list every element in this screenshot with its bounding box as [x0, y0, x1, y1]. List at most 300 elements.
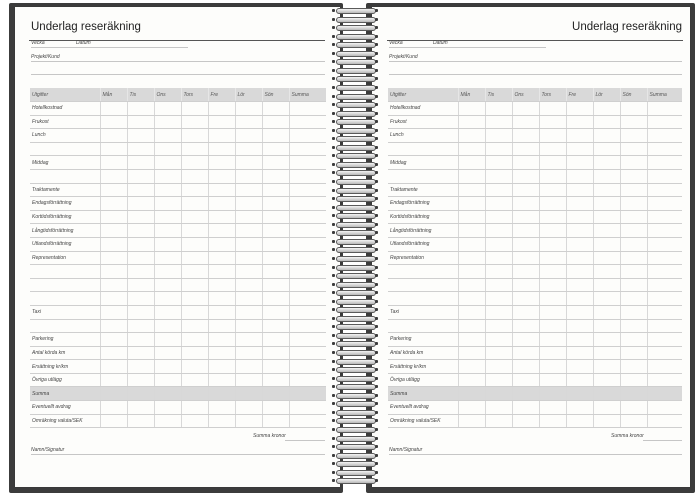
table-cell: [485, 197, 512, 211]
col-header: Tors: [181, 88, 208, 102]
table-cell: [154, 169, 181, 183]
table-cell: [458, 414, 485, 428]
col-header: Tis: [127, 88, 154, 102]
table-cell: [262, 319, 289, 333]
table-cell: [127, 102, 154, 116]
table-row: [30, 197, 326, 211]
table-cell: [235, 346, 262, 360]
spiral-coil: [334, 230, 378, 236]
table-row: [30, 210, 326, 224]
table-cell: [127, 292, 154, 306]
table-cell: [512, 319, 539, 333]
spiral-coil: [334, 341, 378, 347]
table-cell: [208, 169, 235, 183]
table-cell: [458, 305, 485, 319]
table-cell: [100, 346, 127, 360]
page-title: Underlag reseräkning: [31, 21, 141, 33]
spiral-coil: [334, 401, 378, 407]
table-cell: [512, 251, 539, 265]
table-cell: [208, 414, 235, 428]
row-label: [388, 265, 458, 279]
table-row: [30, 169, 326, 183]
table-cell: [647, 414, 682, 428]
table-row: [30, 251, 326, 265]
table-cell: [235, 333, 262, 347]
table-cell: [100, 292, 127, 306]
table-cell: [154, 319, 181, 333]
table-cell: [154, 360, 181, 374]
table-cell: [566, 210, 593, 224]
table-cell: [154, 278, 181, 292]
table-cell: [539, 210, 566, 224]
table-cell: [539, 142, 566, 156]
row-label: [388, 278, 458, 292]
table-cell: [262, 224, 289, 238]
spiral-coil: [334, 436, 378, 442]
spiral-coil: [334, 196, 378, 202]
col-header: Mån: [100, 88, 127, 102]
table-cell: [620, 156, 647, 170]
table-cell: [181, 156, 208, 170]
table-cell: [289, 224, 326, 238]
table-cell: [154, 292, 181, 306]
col-header: Tis: [485, 88, 512, 102]
row-label: Frukost: [30, 115, 100, 129]
table-cell: [539, 169, 566, 183]
table-cell: [181, 265, 208, 279]
table-cell: [181, 414, 208, 428]
table-cell: [235, 237, 262, 251]
table-cell: [593, 115, 620, 129]
table-cell: [235, 387, 262, 401]
table-cell: [181, 237, 208, 251]
table-cell: [127, 387, 154, 401]
table-cell: [154, 305, 181, 319]
table-cell: [485, 292, 512, 306]
row-label: [30, 278, 100, 292]
table-cell: [154, 142, 181, 156]
table-cell: [566, 414, 593, 428]
col-header: Lör: [235, 88, 262, 102]
table-cell: [647, 401, 682, 415]
table-cell: [593, 197, 620, 211]
table-cell: [647, 346, 682, 360]
table-cell: [647, 115, 682, 129]
table-cell: [458, 333, 485, 347]
spiral-coil: [334, 136, 378, 142]
table-cell: [620, 210, 647, 224]
table-cell: [593, 142, 620, 156]
table-row: [388, 265, 682, 279]
table-cell: [235, 183, 262, 197]
table-cell: [208, 210, 235, 224]
table-cell: [539, 224, 566, 238]
table-cell: [620, 373, 647, 387]
table-cell: [289, 401, 326, 415]
table-row: [388, 414, 682, 428]
table-cell: [647, 183, 682, 197]
table-cell: [593, 278, 620, 292]
row-label: [388, 319, 458, 333]
row-label: Parkering: [30, 333, 100, 347]
spiral-coil: [334, 376, 378, 382]
row-label: Summa: [30, 387, 100, 401]
table-cell: [181, 224, 208, 238]
table-cell: [512, 183, 539, 197]
blank-line: [389, 74, 682, 75]
table-cell: [100, 278, 127, 292]
table-cell: [566, 237, 593, 251]
table-cell: [154, 224, 181, 238]
table-cell: [566, 156, 593, 170]
table-cell: [566, 387, 593, 401]
table-cell: [100, 115, 127, 129]
table-cell: [512, 414, 539, 428]
table-cell: [566, 115, 593, 129]
table-cell: [289, 142, 326, 156]
table-cell: [235, 360, 262, 374]
table-row: [388, 305, 682, 319]
row-label: Omräkning valuta/SEK: [388, 414, 458, 428]
table-cell: [485, 169, 512, 183]
table-cell: [512, 237, 539, 251]
spiral-coil: [334, 461, 378, 467]
table-cell: [262, 197, 289, 211]
table-row: [30, 401, 326, 415]
table-cell: [593, 414, 620, 428]
table-cell: [647, 102, 682, 116]
table-cell: [100, 333, 127, 347]
table-cell: [262, 156, 289, 170]
spiral-binding: [334, 8, 378, 488]
table-cell: [289, 210, 326, 224]
table-row: [388, 156, 682, 170]
table-cell: [593, 224, 620, 238]
spiral-coil: [334, 111, 378, 117]
table-cell: [593, 387, 620, 401]
spiral-coil: [334, 51, 378, 57]
table-cell: [593, 292, 620, 306]
table-cell: [458, 292, 485, 306]
table-cell: [512, 115, 539, 129]
table-cell: [458, 387, 485, 401]
table-cell: [181, 183, 208, 197]
table-cell: [154, 373, 181, 387]
table-cell: [593, 305, 620, 319]
spiral-coil: [334, 393, 378, 399]
table-cell: [262, 169, 289, 183]
table-cell: [458, 251, 485, 265]
summa-kronor-label: Summa kronor: [253, 433, 286, 439]
table-cell: [539, 401, 566, 415]
table-cell: [512, 129, 539, 143]
table-cell: [154, 115, 181, 129]
row-label: Hotellkostnad: [388, 102, 458, 116]
table-cell: [593, 156, 620, 170]
table-cell: [647, 333, 682, 347]
table-cell: [566, 278, 593, 292]
table-cell: [235, 169, 262, 183]
table-row: [388, 387, 682, 401]
table-cell: [512, 224, 539, 238]
row-label: [388, 292, 458, 306]
table-cell: [289, 333, 326, 347]
col-header: Sön: [620, 88, 647, 102]
table-cell: [100, 210, 127, 224]
table-cell: [566, 305, 593, 319]
table-row: [30, 278, 326, 292]
table-cell: [647, 169, 682, 183]
row-label: Endagsförrättning: [30, 197, 100, 211]
table-cell: [620, 292, 647, 306]
table-cell: [539, 237, 566, 251]
table-cell: [262, 183, 289, 197]
table-cell: [127, 373, 154, 387]
spiral-coil: [334, 299, 378, 305]
spiral-coil: [334, 128, 378, 134]
table-cell: [181, 346, 208, 360]
table-cell: [127, 129, 154, 143]
spiral-coil: [334, 205, 378, 211]
table-cell: [154, 129, 181, 143]
table-cell: [512, 197, 539, 211]
table-cell: [512, 292, 539, 306]
table-cell: [208, 387, 235, 401]
table-cell: [289, 115, 326, 129]
table-cell: [512, 305, 539, 319]
table-cell: [620, 237, 647, 251]
table-cell: [262, 292, 289, 306]
table-cell: [154, 237, 181, 251]
table-cell: [458, 224, 485, 238]
table-cell: [127, 183, 154, 197]
row-label: Summa: [388, 387, 458, 401]
spiral-coil: [334, 273, 378, 279]
table-cell: [593, 169, 620, 183]
table-cell: [566, 142, 593, 156]
table-row: [388, 115, 682, 129]
table-cell: [620, 142, 647, 156]
spiral-coil: [334, 162, 378, 168]
table-cell: [154, 183, 181, 197]
row-label: Långtidsförrättning: [30, 224, 100, 238]
spiral-coil: [334, 17, 378, 23]
table-cell: [647, 251, 682, 265]
table-cell: [485, 333, 512, 347]
table-cell: [208, 129, 235, 143]
row-label: Representation: [388, 251, 458, 265]
table-cell: [620, 183, 647, 197]
blank-line: [31, 74, 325, 75]
table-cell: [154, 251, 181, 265]
table-cell: [485, 319, 512, 333]
expense-table: [30, 88, 326, 428]
table-cell: [539, 156, 566, 170]
table-cell: [181, 169, 208, 183]
col-header: Sön: [262, 88, 289, 102]
table-cell: [289, 156, 326, 170]
spiral-coil: [334, 25, 378, 31]
spiral-coil: [334, 34, 378, 40]
table-cell: [262, 305, 289, 319]
col-header: Tors: [539, 88, 566, 102]
table-cell: [235, 414, 262, 428]
table-cell: [566, 183, 593, 197]
row-label: Taxi: [388, 305, 458, 319]
table-cell: [593, 373, 620, 387]
table-cell: [100, 387, 127, 401]
table-cell: [458, 156, 485, 170]
projekt-label: Projekt/Kund: [389, 54, 418, 60]
table-cell: [566, 346, 593, 360]
table-cell: [100, 401, 127, 415]
table-cell: [566, 401, 593, 415]
table-cell: [620, 346, 647, 360]
projekt-line: [31, 61, 325, 62]
table-cell: [593, 360, 620, 374]
table-cell: [289, 129, 326, 143]
table-cell: [235, 129, 262, 143]
row-label: Taxi: [30, 305, 100, 319]
table-row: [388, 278, 682, 292]
table-cell: [208, 183, 235, 197]
table-cell: [485, 142, 512, 156]
row-label: Antal körda km: [30, 346, 100, 360]
table-cell: [127, 169, 154, 183]
table-cell: [235, 115, 262, 129]
table-cell: [485, 156, 512, 170]
table-cell: [539, 292, 566, 306]
table-cell: [458, 401, 485, 415]
table-cell: [208, 333, 235, 347]
table-row: [30, 115, 326, 129]
table-cell: [100, 129, 127, 143]
table-cell: [620, 197, 647, 211]
spiral-coil: [334, 239, 378, 245]
table-cell: [235, 142, 262, 156]
projekt-line: [389, 61, 682, 62]
table-row: [388, 251, 682, 265]
table-cell: [566, 333, 593, 347]
table-cell: [181, 278, 208, 292]
table-cell: [208, 346, 235, 360]
row-label: Korttidsförrättning: [30, 210, 100, 224]
table-cell: [100, 265, 127, 279]
table-cell: [181, 373, 208, 387]
table-cell: [539, 373, 566, 387]
table-cell: [154, 401, 181, 415]
spiral-coil: [334, 247, 378, 253]
table-cell: [208, 197, 235, 211]
summa-kronor-line: [643, 440, 682, 441]
table-row: [30, 360, 326, 374]
spiral-coil: [334, 410, 378, 416]
datum-label: Datum: [76, 40, 91, 46]
table-cell: [620, 414, 647, 428]
table-cell: [647, 319, 682, 333]
table-cell: [458, 142, 485, 156]
table-cell: [458, 237, 485, 251]
table-cell: [539, 265, 566, 279]
table-cell: [512, 401, 539, 415]
table-cell: [154, 210, 181, 224]
table-cell: [539, 319, 566, 333]
table-cell: [289, 387, 326, 401]
table-cell: [127, 251, 154, 265]
page-title: Underlag reseräkning: [572, 21, 682, 33]
col-header: Ons: [512, 88, 539, 102]
table-cell: [458, 102, 485, 116]
table-row: [388, 346, 682, 360]
table-cell: [262, 414, 289, 428]
table-cell: [647, 360, 682, 374]
table-cell: [289, 237, 326, 251]
table-cell: [566, 197, 593, 211]
row-label: Ersättning kr/km: [388, 360, 458, 374]
table-row: [30, 237, 326, 251]
table-cell: [512, 387, 539, 401]
table-row: [30, 333, 326, 347]
vecka-line: [389, 47, 546, 48]
table-cell: [539, 346, 566, 360]
table-cell: [647, 387, 682, 401]
row-label: Antal körda km: [388, 346, 458, 360]
table-cell: [127, 210, 154, 224]
table-cell: [100, 169, 127, 183]
spiral-coil: [334, 316, 378, 322]
table-cell: [485, 278, 512, 292]
row-label: Parkering: [388, 333, 458, 347]
table-cell: [647, 224, 682, 238]
table-row: [388, 333, 682, 347]
table-cell: [181, 387, 208, 401]
table-cell: [127, 115, 154, 129]
table-cell: [647, 292, 682, 306]
right-page: [372, 7, 690, 487]
spiral-coil: [334, 8, 378, 14]
row-label: Middag: [30, 156, 100, 170]
table-cell: [181, 305, 208, 319]
spiral-coil: [334, 213, 378, 219]
row-label: [30, 265, 100, 279]
table-cell: [289, 414, 326, 428]
table-cell: [100, 197, 127, 211]
col-header: Mån: [458, 88, 485, 102]
table-cell: [512, 373, 539, 387]
table-cell: [289, 265, 326, 279]
spiral-coil: [334, 350, 378, 356]
table-cell: [181, 360, 208, 374]
spiral-coil: [334, 102, 378, 108]
table-cell: [235, 373, 262, 387]
table-cell: [620, 319, 647, 333]
table-cell: [593, 401, 620, 415]
table-cell: [127, 305, 154, 319]
table-cell: [289, 102, 326, 116]
spiral-coil: [334, 68, 378, 74]
table-cell: [235, 197, 262, 211]
table-cell: [154, 102, 181, 116]
table-cell: [485, 265, 512, 279]
table-cell: [208, 292, 235, 306]
table-cell: [100, 183, 127, 197]
datum-label: Datum: [433, 40, 448, 46]
table-cell: [485, 183, 512, 197]
table-cell: [539, 251, 566, 265]
projekt-label: Projekt/Kund: [31, 54, 60, 60]
table-row: [30, 183, 326, 197]
table-row: [30, 142, 326, 156]
